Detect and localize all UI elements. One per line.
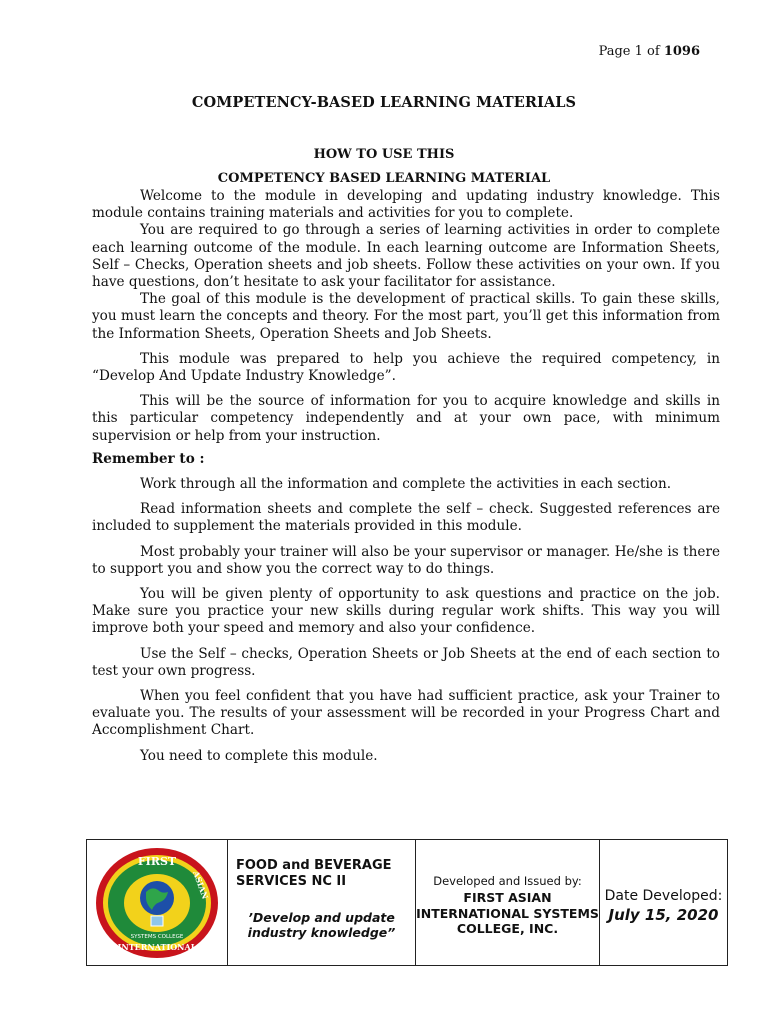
list-item: Use the Self – checks, Operation Sheets or Job Sheets at the end of each section to test your own progress. [92, 645, 720, 679]
course-subtitle: ’Develop and update industry knowledge” [247, 910, 396, 940]
paragraph-activities: You are required to go through a series of learning activities in order to complete each learning outcome of the module. In each learning outcome are Information Sheets, Self – Checks, Operation sheets and job sheets. Follow these activities on your own. If you have questions, don’t hesitate to ask your facilitator for assistance. [92, 222, 720, 291]
date-cell [600, 840, 727, 965]
list-item: Read information sheets and complete the self – check. Suggested references are included to supplement the materials provided in this module. [92, 501, 720, 535]
list-item: When you feel confident that you have had sufficient practice, ask your Trainer to evaluate you. The results of your assessment will be recorded in your Progress Chart and Accomplishment Chart. [92, 688, 720, 739]
list-item: You need to complete this module. [140, 747, 378, 764]
document-body [92, 188, 720, 765]
page-prefix: Page 1 of [598, 44, 664, 59]
list-item: You will be given plenty of opportunity to ask questions and practice on the job. Make sure you practice your new skills during regular work shifts. This way you will improve both your speed and memory and also your confidence. [92, 586, 720, 637]
page-total: 1096 [663, 44, 700, 59]
paragraph-welcome: Welcome to the module in developing and updating industry knowledge. This module contains training materials and activities for you to complete. [92, 188, 720, 222]
section-heading-2: COMPETENCY BASED LEARNING MATERIAL [217, 171, 551, 186]
developer-cell [416, 840, 600, 965]
course-title: FOOD and BEVERAGE SERVICES NC II [236, 858, 392, 889]
paragraph-competency: This module was prepared to help you achieve the required competency, in “Develop And Update Industry Knowledge”. [92, 350, 720, 385]
remember-heading: Remember to : [92, 450, 205, 467]
document-title: COMPETENCY-BASED LEARNING MATERIALS [191, 94, 577, 111]
developer-org: FIRST ASIAN INTERNATIONAL SYSTEMS COLLEGE, INC. [416, 890, 599, 936]
logo-cell [87, 840, 228, 965]
list-item: Most probably your trainer will also be your supervisor or manager. He/she is there to support you and show you the correct way to do things. [92, 543, 720, 577]
page-number [599, 44, 700, 59]
footer-table [86, 839, 728, 966]
seal-text-inner: SYSTEMS COLLEGE [130, 933, 184, 940]
seal-text-top: FIRST [137, 854, 177, 868]
seal-text-right: ASIAN [191, 869, 211, 900]
seal-text-bottom: INTERNATIONAL [117, 941, 197, 952]
list-item: Work through all the information and complete the activities in each section. [140, 476, 672, 493]
college-seal-icon [94, 846, 220, 960]
paragraph-goal: The goal of this module is the development of practical skills. To gain these skills, you must learn the concepts and theory. For the most part, you’ll get this information from the Information Sheets, Operation Sheets and Job Sheets. [92, 291, 720, 342]
date-label: Date Developed: [604, 888, 723, 904]
section-heading-1: HOW TO USE THIS [313, 147, 455, 162]
paragraph-source: This will be the source of information for you to acquire knowledge and skills in this particular competency independently and at your own pace, with minimum supervision or help from your instruction. [92, 393, 720, 444]
course-cell [228, 840, 416, 965]
date-value: July 15, 2020 [608, 906, 719, 924]
developer-label: Developed and Issued by: [433, 874, 582, 888]
